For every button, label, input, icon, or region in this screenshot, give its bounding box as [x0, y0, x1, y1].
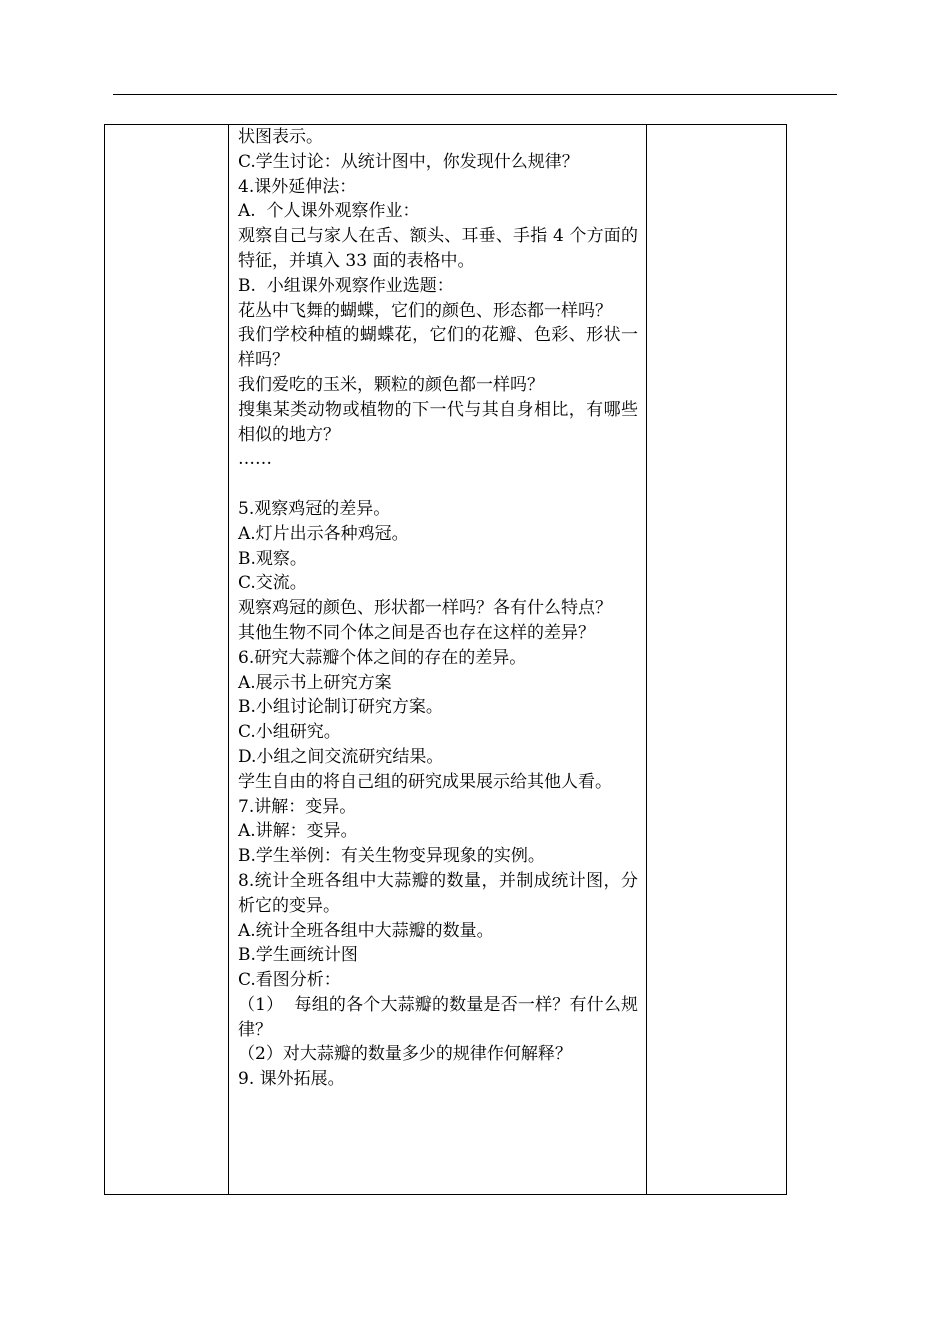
lesson-plan-table	[104, 124, 787, 1195]
content-line: B.观察。	[238, 548, 307, 569]
left-column-cell	[105, 125, 229, 1195]
content-line: B.小组讨论制订研究方案。	[238, 697, 443, 718]
content-line: 花丛中飞舞的蝴蝶，它们的颜色、形态都一样吗？	[238, 300, 612, 321]
content-line: 状图表示。	[238, 127, 323, 147]
content-line: D.小组之间交流研究结果。	[238, 746, 444, 767]
content-line: 5.观察鸡冠的差异。	[238, 498, 391, 519]
content-line: （2）对大蒜瓣的数量多少的规律作何解释？	[238, 1044, 572, 1065]
table-row	[105, 125, 787, 1195]
content-line: 其他生物不同个体之间是否也存在这样的差异？	[238, 622, 595, 643]
content-line: 我们学校种植的蝴蝶花，它们的花瓣、色彩、形状一样吗？	[238, 325, 638, 371]
content-line: C.看图分析：	[238, 970, 341, 991]
main-content-cell	[229, 125, 647, 1195]
content-line: 观察自己与家人在舌、额头、耳垂、手指 4 个方面的特征，并填入 33 面的表格中。	[238, 226, 638, 271]
content-line: C.学生讨论：从统计图中，你发现什么规律？	[238, 151, 579, 172]
content-line: C.小组研究。	[238, 722, 341, 743]
content-line: 4.课外延伸法：	[238, 176, 357, 197]
content-line: C.交流。	[238, 573, 307, 594]
content-line: B.学生举例：有关生物变异现象的实例。	[238, 846, 545, 867]
content-line: 搜集某类动物或植物的下一代与其自身相比，有哪些相似的地方？	[238, 399, 638, 445]
content-line: 观察鸡冠的颜色、形状都一样吗？各有什么特点？	[238, 598, 612, 619]
content-line: 我们爱吃的玉米，颗粒的颜色都一样吗？	[238, 374, 544, 395]
content-line: A. 个人课外观察作业：	[238, 201, 420, 222]
content-line: 9. 课外拓展。	[238, 1069, 345, 1090]
content-line: 6.研究大蒜瓣个体之间的存在的差异。	[238, 647, 527, 668]
content-line: 学生自由的将自己组的研究成果展示给其他人看。	[238, 771, 612, 792]
content-line: B.学生画统计图	[238, 945, 358, 966]
content-line: ……	[238, 449, 272, 470]
content-line: A.展示书上研究方案	[238, 672, 392, 693]
content-line: 8.统计全班各组中大蒜瓣的数量，并制成统计图，分析它的变异。	[238, 870, 638, 916]
content-line	[238, 472, 638, 497]
right-column-cell	[647, 125, 787, 1195]
content-line: B. 小组课外观察作业选题：	[238, 275, 454, 296]
content-line: 7.讲解：变异。	[238, 796, 357, 817]
content-line: A.灯片出示各种鸡冠。	[238, 523, 409, 544]
content-line: A.统计全班各组中大蒜瓣的数量。	[238, 920, 494, 941]
content-line: （1） 每组的各个大蒜瓣的数量是否一样？有什么规律？	[238, 994, 638, 1040]
header-rule	[113, 94, 837, 95]
lesson-content	[229, 125, 646, 1092]
content-line: A.讲解：变异。	[238, 821, 358, 842]
